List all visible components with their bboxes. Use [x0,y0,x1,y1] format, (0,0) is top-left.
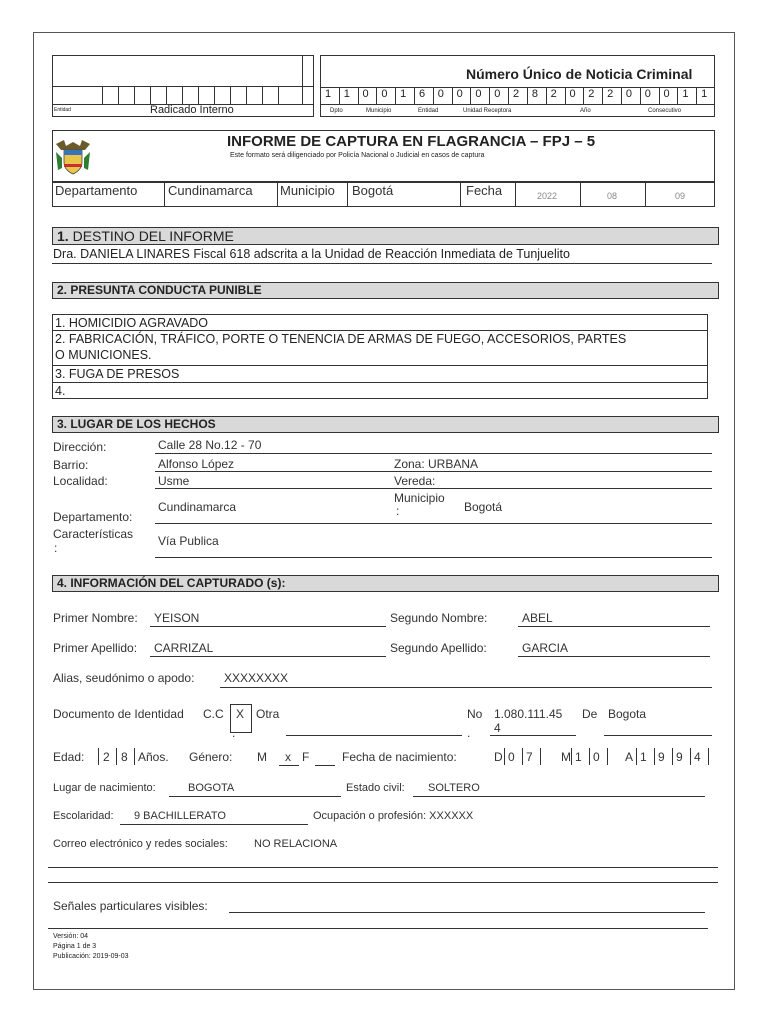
nunc-digit: 1 [324,88,332,100]
form-subtitle: Este formato será diligenciado por Policía Nacional o Judicial en casos de captura [230,152,485,159]
nunc-digit: 1 [343,88,350,100]
estado-civil-label: Estado civil: [346,782,405,794]
lugar-nac-value: BOGOTA [188,782,235,794]
cc-mark: X [236,707,245,721]
nunc-digit: 2 [550,88,557,100]
section2-header: 2. PRESUNTA CONDUCTA PUNIBLE [52,282,719,299]
nunc-digit: 0 [569,88,576,100]
nunc-sub-label-municipio: Municipio [366,108,392,114]
nunc-sub-label-unidad: Unidad Receptora [463,108,512,114]
nunc-sub-label-entidad: Entidad [418,108,439,114]
fecha-day: 09 [675,191,686,201]
direccion-value: Calle 28 No.12 - 70 [158,438,262,452]
caracteristicas-label: Características [53,527,134,541]
nunc-sub-label-dpto: Dpto [330,108,343,114]
no-dot: . [467,726,471,740]
fecha-nac-a-label: A [625,750,634,764]
conducta-item-2: 2. FABRICACIÓN, TRÁFICO, PORTE O TENENCIA DE ARMAS DE FUEGO, ACCESORIOS, PARTES [55,332,627,346]
nunc-digit: 0 [362,88,369,100]
genero-f-label: F [302,750,310,764]
primer-apellido-label: Primer Apellido: [53,641,138,655]
conducta-item-1: 1. HOMICIDIO AGRAVADO [55,316,209,330]
radicado-entidad-label: Entidad [54,107,71,113]
departamento3-label: Departamento: [53,510,133,524]
lugar-nac-label: Lugar de nacimiento: [53,782,156,794]
destino-text: Dra. DANIELA LINARES Fiscal 618 adscrita a la Unidad de Reacción Inmediata de Tunjuelito [53,247,570,261]
nunc-digit: 0 [381,88,388,100]
no-value-line2: 4 [494,721,501,735]
nunc-digit: 0 [475,88,482,100]
nunc-digit: 2 [513,88,520,100]
conducta-item-3: 3. FUGA DE PRESOS [55,367,180,381]
section1-header [52,227,719,245]
section1-number: 1. [57,228,69,244]
footer-version: Versión: 04 [53,933,89,940]
section1-title: DESTINO DEL INFORME [72,228,234,244]
caracteristicas-value: Vía Publica [158,534,219,548]
municipio-label: Municipio [280,183,335,198]
nunc-digit: 0 [663,88,670,100]
fecha-month: 08 [607,191,618,201]
departamento-value: Cundinamarca [168,183,253,198]
localidad-label: Localidad: [53,474,108,488]
edad-digit-1: 2 [103,750,110,764]
nunc-sub-label-consecutivo: Consecutivo [648,108,682,114]
fecha-year: 2022 [537,191,558,201]
municipio3-value: Bogotá [464,500,503,514]
primer-nombre-label: Primer Nombre: [53,611,138,625]
segundo-nombre-label: Segundo Nombre: [390,611,488,625]
no-value-line1: 1.080.111.45 [494,707,563,721]
departamento3-value: Cundinamarca [158,500,237,514]
otra-label: Otra [256,707,280,721]
barrio-label: Barrio: [53,458,89,472]
alias-label: Alias, seudónimo o apodo: [53,671,195,685]
nunc-digit: 2 [607,88,614,100]
fecha-nac-d-label: D [494,750,503,764]
ocupacion-label: Ocupación o profesión: XXXXXX [313,810,474,822]
fecha-nac-label: Fecha de nacimiento: [342,750,457,764]
segundo-nombre-value: ABEL [522,611,553,625]
section4-header: 4. INFORMACIÓN DEL CAPTURADO (s): [52,575,719,592]
nunc-digit: 0 [494,88,501,100]
dob-digit: 1 [640,750,647,764]
edad-digit-2: 8 [121,750,128,764]
nunc-digit: 0 [625,88,632,100]
nunc-digit: 0 [456,88,463,100]
vereda-label: Vereda: [394,474,436,488]
dob-digit: 9 [676,750,683,764]
zona-label: Zona: URBANA [394,457,479,471]
radicado-label: Radicado Interno [150,104,234,116]
municipio3-colon: : [396,504,400,518]
coat-of-arms-icon [52,138,94,176]
cc-dot: . [232,726,236,740]
footer-pagina: Página 1 de 3 [53,943,97,950]
primer-nombre-value: YEISON [154,611,200,625]
section3-header: 3. LUGAR DE LOS HECHOS [52,416,719,433]
departamento-label: Departamento [55,183,138,198]
nunc-digit: 2 [588,88,595,100]
senales-label: Señales particulares visibles: [53,899,208,913]
escolaridad-label: Escolaridad: [53,810,114,822]
nunc-digit: 0 [644,88,651,100]
nunc-digit: 1 [400,88,407,100]
nunc-digit: 0 [437,88,444,100]
dob-digit: 7 [526,750,533,764]
genero-m-label: M [257,750,267,764]
segundo-apellido-value: GARCIA [522,641,569,655]
caracteristicas-colon: : [54,541,58,555]
nunc-digit: 1 [682,88,689,100]
de-label: De [582,707,598,721]
fecha-nac-m-label: M [561,750,571,764]
nunc-title: Número Único de Noticia Criminal [466,66,693,82]
correo-label: Correo electrónico y redes sociales: [53,838,228,850]
barrio-value: Alfonso López [158,457,235,471]
anos-label: Años. [138,750,169,764]
edad-label: Edad: [53,750,85,764]
correo-value: NO RELACIONA [254,838,338,850]
fecha-label: Fecha [466,183,503,198]
localidad-value: Usme [158,474,190,488]
dob-digit: 9 [658,750,665,764]
dob-digit: 0 [593,750,600,764]
nunc-digit: 8 [531,88,538,100]
dob-digit: 4 [694,750,701,764]
segundo-apellido-label: Segundo Apellido: [390,641,487,655]
footer-publicacion: Publicación: 2019-09-03 [53,953,129,960]
escolaridad-value: 9 BACHILLERATO [134,810,226,822]
dob-digit: 0 [508,750,515,764]
documento-label: Documento de Identidad [53,707,184,721]
alias-value: XXXXXXXX [224,671,289,685]
dob-digit: 1 [575,750,582,764]
genero-m-mark: x [285,750,291,764]
genero-label: Género: [189,750,233,764]
form-title: INFORME DE CAPTURA EN FLAGRANCIA – FPJ – 5 [227,133,596,150]
no-label: No [467,707,483,721]
de-value: Bogota [608,707,647,721]
direccion-label: Dirección: [53,440,107,454]
municipio3-label: Municipio [394,491,445,505]
conducta-item-2-cont: O MUNICIONES. [55,348,152,362]
nunc-sub-label-ano: Año [580,108,591,114]
cc-label: C.C [203,707,224,721]
estado-civil-value: SOLTERO [428,782,480,794]
conducta-item-4: 4. [55,384,66,398]
municipio-value: Bogotá [352,183,394,198]
nunc-digit: 1 [701,88,708,100]
primer-apellido-value: CARRIZAL [154,641,214,655]
nunc-digit: 6 [418,88,426,100]
